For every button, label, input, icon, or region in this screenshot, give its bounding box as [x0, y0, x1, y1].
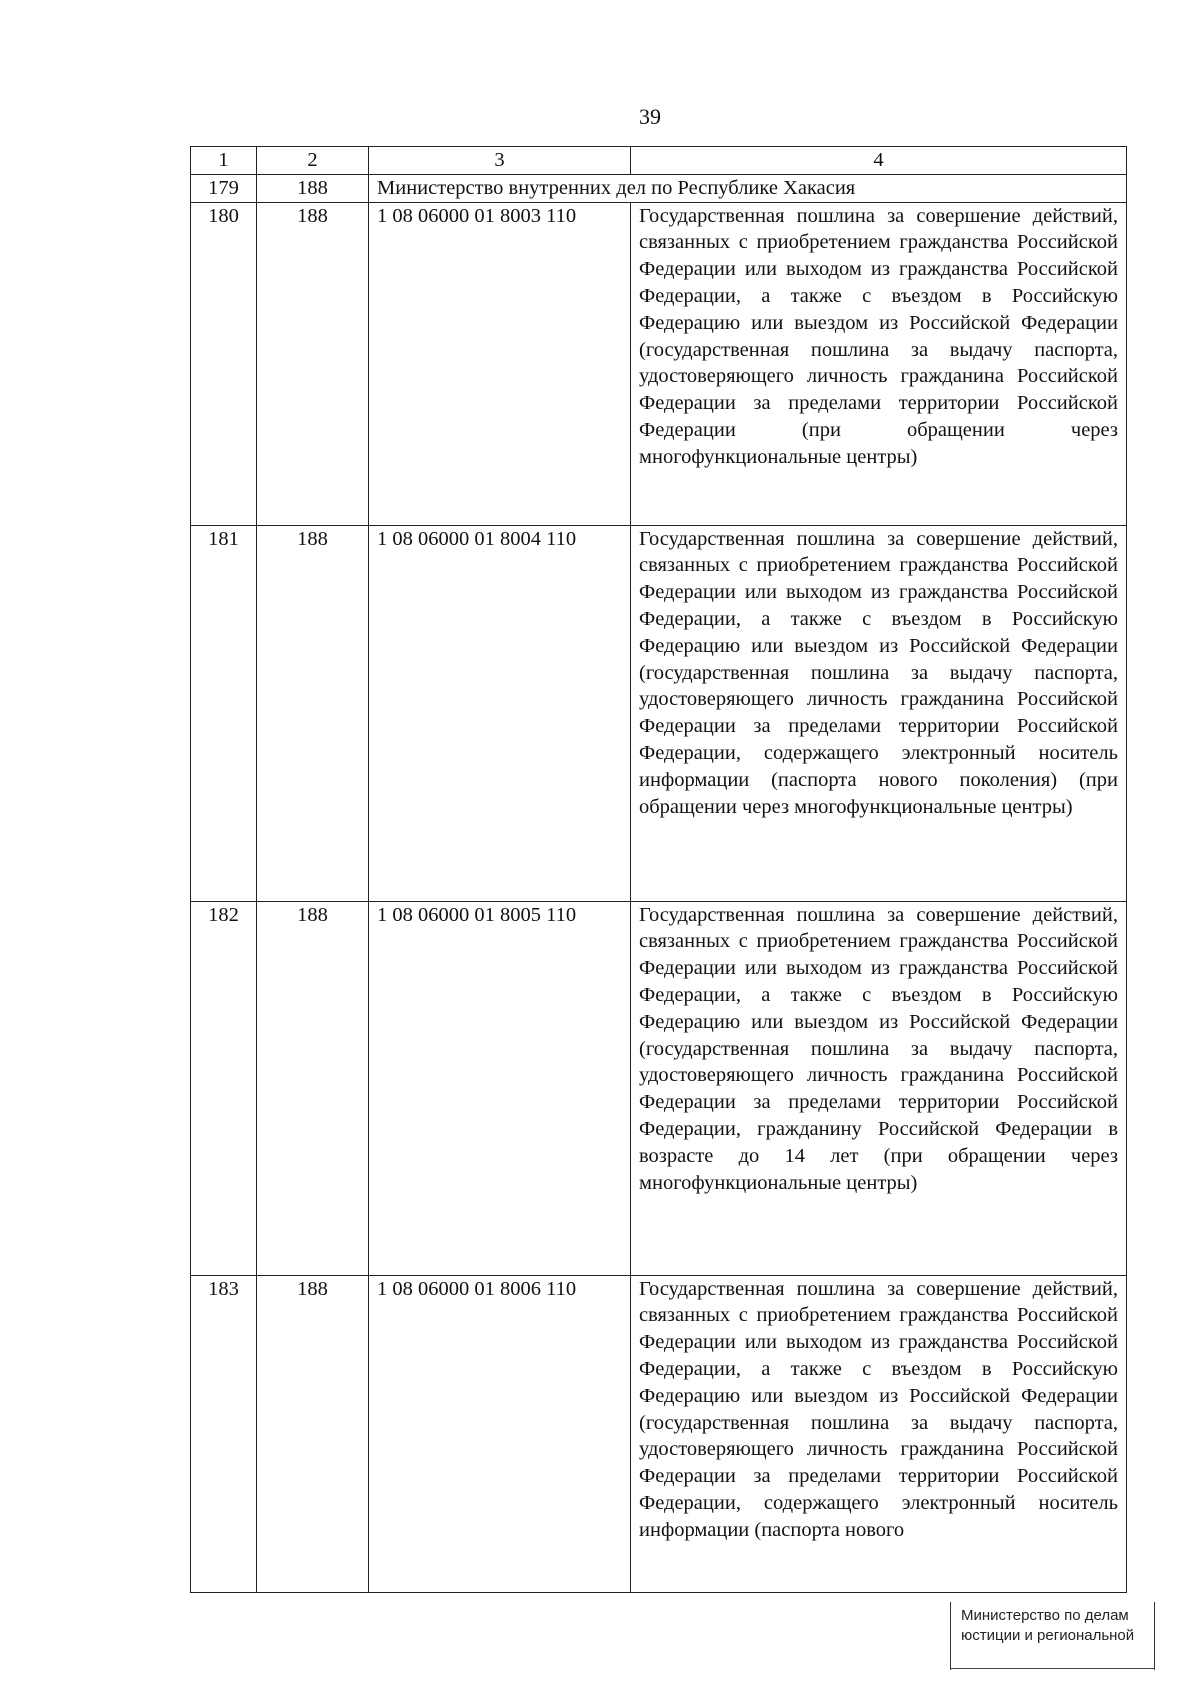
stamp-line-1: Министерство по делам: [961, 1607, 1129, 1624]
admin-code: 188: [257, 901, 369, 1275]
revenue-description: Государственная пошлина за совершение действий, связанных с приобретением гражданства Российской Федерации или выходом из гражданства Российской Федерации, а также с въездом в Российскую Федерацию или выездом из Российской Федерации (государственная пошлина за выдачу паспорта, удостоверяющего личность гражданина Российской Федерации за пределами территории Российской Федерации, содержащего электронный носитель информации (паспорта нового поколения) (при обращении через многофункциональные центры): [631, 525, 1127, 901]
page-number: 39: [639, 104, 661, 129]
revenue-description: Государственная пошлина за совершение действий, связанных с приобретением гражданства Российской Федерации или выходом из гражданства Российской Федерации, а также с въездом в Российскую Федерацию или выездом из Российской Федерации (государственная пошлина за выдачу паспорта, удостоверяющего личность гражданина Российской Федерации за пределами территории Российской Федерации, содержащего электронный носитель информации (паспорта нового: [631, 1275, 1127, 1592]
admin-code: 188: [257, 1275, 369, 1592]
header-col-3: 3: [369, 147, 631, 175]
registration-stamp: [950, 1602, 1155, 1670]
stamp-line-2: юстиции и региональной: [961, 1627, 1135, 1644]
revenue-codes-table: [190, 146, 1127, 1593]
stamp-underline: [950, 1668, 1155, 1669]
row-number: 183: [191, 1275, 257, 1592]
kbk-code: 1 08 06000 01 8004 110: [369, 525, 631, 901]
header-col-4: 4: [631, 147, 1127, 175]
row-number: 180: [191, 202, 257, 525]
revenue-description: Государственная пошлина за совершение действий, связанных с приобретением гражданства Российской Федерации или выходом из гражданства Российской Федерации, а также с въездом в Российскую Федерацию или выездом из Российской Федерации (государственная пошлина за выдачу паспорта, удостоверяющего личность гражданина Российской Федерации за пределами территории Российской Федерации, гражданину Российской Федерации в возрасте до 14 лет (при обращении через многофункциональные центры): [631, 901, 1127, 1275]
admin-code: 188: [257, 174, 369, 202]
header-col-2: 2: [257, 147, 369, 175]
table-row: [191, 901, 1127, 1275]
table-row: [191, 525, 1127, 901]
header-col-1: 1: [191, 147, 257, 175]
table-row: [191, 1275, 1127, 1592]
row-number: 182: [191, 901, 257, 1275]
ministry-row: [191, 174, 1127, 202]
kbk-code: 1 08 06000 01 8003 110: [369, 202, 631, 525]
admin-code: 188: [257, 525, 369, 901]
revenue-description: Государственная пошлина за совершение действий, связанных с приобретением гражданства Российской Федерации или выходом из гражданства Российской Федерации, а также с въездом в Российскую Федерацию или выездом из Российской Федерации (государственная пошлина за выдачу паспорта, удостоверяющего личность гражданина Российской Федерации за пределами территории Российской Федерации (при обращении через многофункциональные центры): [631, 202, 1127, 525]
ministry-name: Министерство внутренних дел по Республике Хакасия: [369, 174, 1127, 202]
table-row: [191, 202, 1127, 525]
row-number: 179: [191, 174, 257, 202]
kbk-code: 1 08 06000 01 8006 110: [369, 1275, 631, 1592]
row-number: 181: [191, 525, 257, 901]
table-header-row: [191, 147, 1127, 175]
admin-code: 188: [257, 202, 369, 525]
kbk-code: 1 08 06000 01 8005 110: [369, 901, 631, 1275]
